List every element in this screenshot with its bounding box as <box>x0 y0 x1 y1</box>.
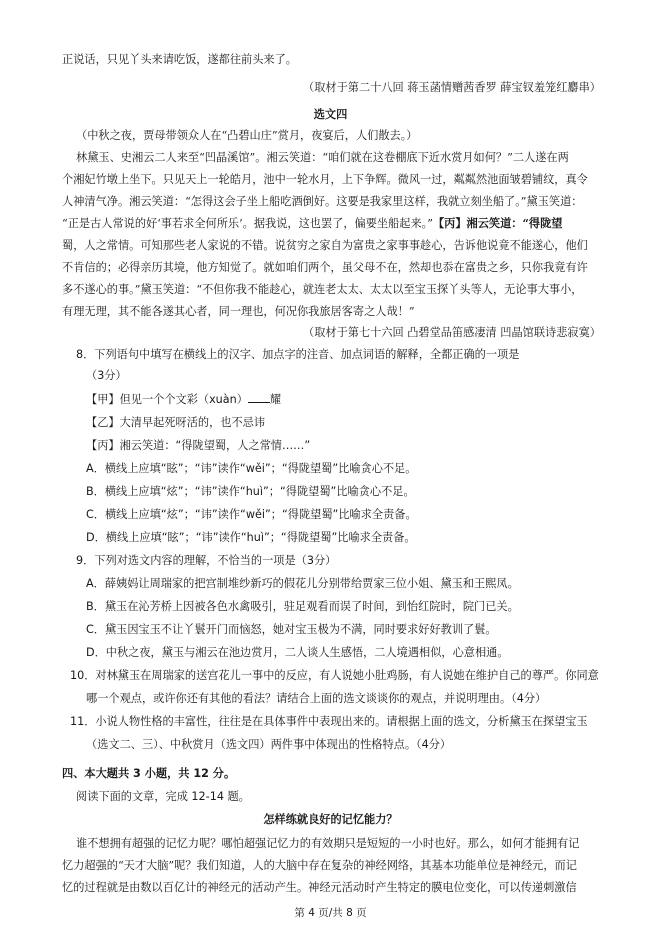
question-8-option-b: B．横线上应填“炫”；“讳”读作“huì”；“得陇望蜀”比喻贪心不足。 <box>86 485 415 498</box>
section-instruction: 阅读下面的文章，完成 12-14 题。 <box>76 790 250 803</box>
question-10-line: 哪一个观点，或许你还有其他的看法？请结合上面的选文谈谈你的观点，并说明理由。（4分） <box>86 692 547 705</box>
item-jia-suffix: 耀 <box>269 393 282 406</box>
source-citation-4: （取材于第七十六回 凸碧堂品笛感凄清 凹晶馆联诗悲寂寞） <box>303 326 601 339</box>
article-line: 谁不想拥有超强的记忆力呢？哪怕超强记忆力的有效期只是短短的一小时也好。那么，如何才能拥有记 <box>76 837 580 850</box>
passage-line <box>62 216 562 231</box>
question-9-option-a: A．薛姨妈让周瑞家的把宫制堆纱新巧的假花儿分别带给贾家三位小姐、黛玉和王熙凤。 <box>86 577 519 590</box>
passage-heading: 选文四 <box>313 107 348 121</box>
passage-line-text: “正是古人常说的好‘事若求全何所乐’。据我说，这也罢了，偏要坐船起来。” <box>62 217 433 230</box>
passage-line: 不肯信的；必得亲历其境，他方知觉了。就如咱们两个，虽父母不在，然却也忝在富贵之乡，只你我竟有许 <box>62 261 588 274</box>
question-8-score: （3分） <box>86 369 127 382</box>
fill-blank <box>248 392 270 403</box>
question-8-stem: 8．下列语句中填写在横线上的汉字、加点字的注音、加点词语的解释，全都正确的一项是 <box>76 348 520 361</box>
passage-line: 有理无理，其不能各遂其心者，同一理也，何况你我旅居客寄之人哉！” <box>62 305 415 318</box>
question-11-line: 11．小说人物性格的丰富性，往往是在具体事件中表现出来的。请根据上面的选文，分析黛玉在探望宝玉 <box>70 715 588 728</box>
question-8-item-yi: 【乙】大清早起死呀活的，也不忌讳 <box>86 416 266 429</box>
question-11-line: （选文二、三）、中秋赏月（选文四）两件事中体现出的性格特点。（4分） <box>86 738 452 751</box>
passage-marker-bing: 【丙】湘云笑道：“得陇望 <box>432 216 563 230</box>
question-8-option-a: A．横线上应填“眩”；“讳”读作“wěi”；“得陇望蜀”比喻贪心不足。 <box>86 462 417 475</box>
passage-line: 人神清气净。湘云笑道：“怎得这会子坐上船吃酒倒好。这要是我家里这样，我就立刻坐船了。”黛玉笑道： <box>62 195 583 208</box>
article-line: 忆力超强的“天才大脑”呢？我们知道，人的大脑中存在复杂的神经网络，其基本功能单位是神经元，而记 <box>62 859 577 872</box>
article-title: 怎样练就良好的记忆能力？ <box>263 813 398 826</box>
question-9-option-c: C．黛玉因宝玉不让丫鬟开门而恼怒，她对宝玉极为不满，同时要求好好教训了鬟。 <box>86 623 497 636</box>
section-heading: 四、本大题共 3 小题，共 12 分。 <box>62 767 236 780</box>
passage-line: 多不遂心的事。”黛玉笑道：“不但你我不能趁心，就连老太太、太太以至宝玉探丫头等人，无论事大事小， <box>62 283 583 296</box>
question-9-stem: 9．下列对选文内容的理解，不恰当的一项是（3分） <box>76 554 337 567</box>
page-number: 第 4 页/共 8 页 <box>294 907 367 919</box>
question-10-line: 10．对林黛玉在周瑞家的送宫花儿一事中的反应，有人说她小肚鸡肠，有人说她在维护自己的尊严。你同意 <box>70 669 599 682</box>
question-8-item-jia <box>86 392 281 407</box>
continuation-line: 正说话，只见丫头来请吃饭，遂都往前头来了。 <box>62 53 297 66</box>
passage-line: 个湘妃竹墩上坐下。只见天上一轮皓月，池中一轮水月，上下争辉。微风一过，粼粼然池面皱碧铺纹，真令 <box>62 173 588 186</box>
question-8-item-bing: 【丙】湘云笑道：“得陇望蜀，人之常情……” <box>86 439 311 452</box>
item-jia-text: 【甲】但见一个个文彩（xuàn） <box>86 393 248 406</box>
question-9-option-b: B．黛玉在沁芳桥上因被各色水禽吸引，驻足观看而误了时间，到怡红院时，院门已关。 <box>86 600 519 613</box>
passage-line: 蜀，人之常情。可知那些老人家说的不错。说贫穷之家自为富贵之家事事趁心，告诉他说竟不能遂心，他们 <box>62 239 588 252</box>
source-citation-3: （取材于第二十八回 蒋玉菡情赠茜香罗 薛宝钗羞笼红麝串） <box>303 81 601 94</box>
passage-line: （中秋之夜，贾母带领众人在“凸碧山庄”赏月，夜宴后，人们散去。） <box>76 129 418 142</box>
question-9-option-d: D．中秋之夜，黛玉与湘云在池边赏月，二人谈人生感悟，二人境遇相似，心意相通。 <box>86 646 509 659</box>
question-8-option-d: D．横线上应填“眩”；“讳”读作“huì”；“得陇望蜀”比喻求全责备。 <box>86 531 416 544</box>
passage-line: 林黛玉、史湘云二人来至“凹晶溪馆”。湘云笑道：“咱们就在这卷棚底下近水赏月如何？”二人遂在两 <box>76 151 569 164</box>
article-line: 忆的过程就是由数以百亿计的神经元的活动产生。神经元活动时产生特定的膜电位变化，可以传递刺激信 <box>62 881 577 894</box>
question-8-option-c: C．横线上应填“炫”；“讳”读作“wěi”；“得陇望蜀”比喻求全责备。 <box>86 508 417 521</box>
